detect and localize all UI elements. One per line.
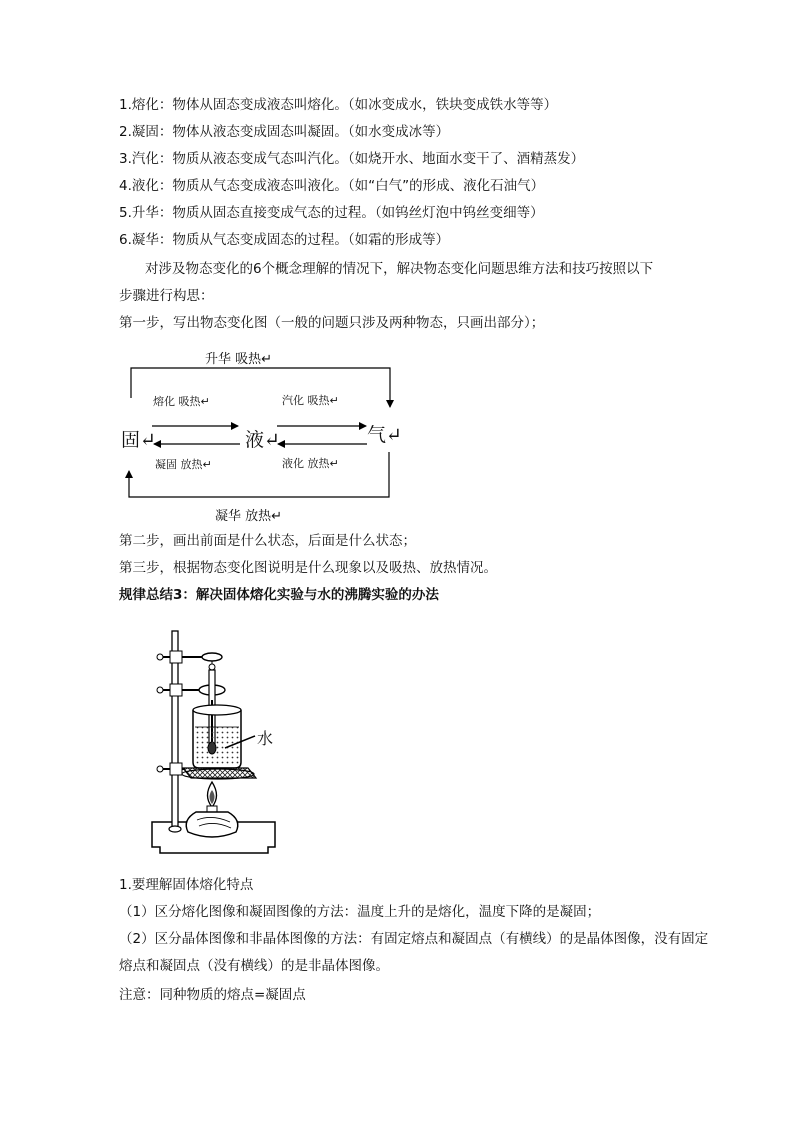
water-label: 水 [257,729,274,748]
step-one: 第一步，写出物态变化图（一般的问题只涉及两种物态，只画出部分）； [119,315,545,331]
definition-vaporization: 3.汽化：物质从液态变成气态叫汽化。（如烧开水、地面水变干了、酒精蒸发） [119,151,585,167]
rule-summary-title: 规律总结3：解决固体熔化实验与水的沸腾实验的办法 [119,587,439,603]
deposition-label: 凝华 放热↵ [215,509,283,524]
intro-text-line1: 对涉及物态变化的6个概念理解的情况下，解决物态变化问题思维方法和技巧按照以下 [145,261,654,277]
vaporization-label: 汽化 吸热↵ [282,394,339,407]
step-two: 第二步，画出前面是什么状态，后面是什么状态； [119,533,416,549]
definition-solidification: 2.凝固：物体从液态变成固态叫凝固。（如水变成冰等） [119,124,450,140]
item-one: （1）区分熔化图像和凝固图像的方法：温度上升的是熔化，温度下降的是凝固； [119,904,601,920]
melting-label: 熔化 吸热↵ [153,395,210,408]
item-two-line2: 熔点和凝固点（没有横线）的是非晶体图像。 [119,958,389,974]
gas-state: 气↵ [367,424,402,446]
solidification-label: 凝固 放热↵ [155,458,212,471]
step-three: 第三步，根据物态变化图说明是什么现象以及吸热、放热情况。 [119,560,497,576]
solid-state: 固↵ [121,429,156,451]
liquefaction-label: 液化 放热↵ [282,457,339,470]
intro-text-line2: 步骤进行构思： [119,288,214,304]
definition-liquefaction: 4.液化：物质从气态变成液态叫液化。（如“白气”的形成、液化石油气） [119,178,545,194]
definition-melting: 1.熔化：物体从固态变成液态叫熔化。（如冰变成水，铁块变成铁水等等） [119,97,558,113]
note: 注意：同种物质的熔点=凝固点 [119,987,306,1003]
item-two-line1: （2）区分晶体图像和非晶体图像的方法：有固定熔点和凝固点（有横线）的是晶体图像，没有固定 [119,931,709,947]
point-one: 1.要理解固体熔化特点 [119,877,254,893]
definition-sublimation: 5.升华：物质从固态直接变成气态的过程。（如钨丝灯泡中钨丝变细等） [119,205,544,221]
definition-deposition: 6.凝华：物质从气态变成固态的过程。（如霜的形成等） [119,232,450,248]
liquid-state: 液↵ [245,429,280,451]
sublimation-label: 升华 吸热↵ [205,352,273,367]
